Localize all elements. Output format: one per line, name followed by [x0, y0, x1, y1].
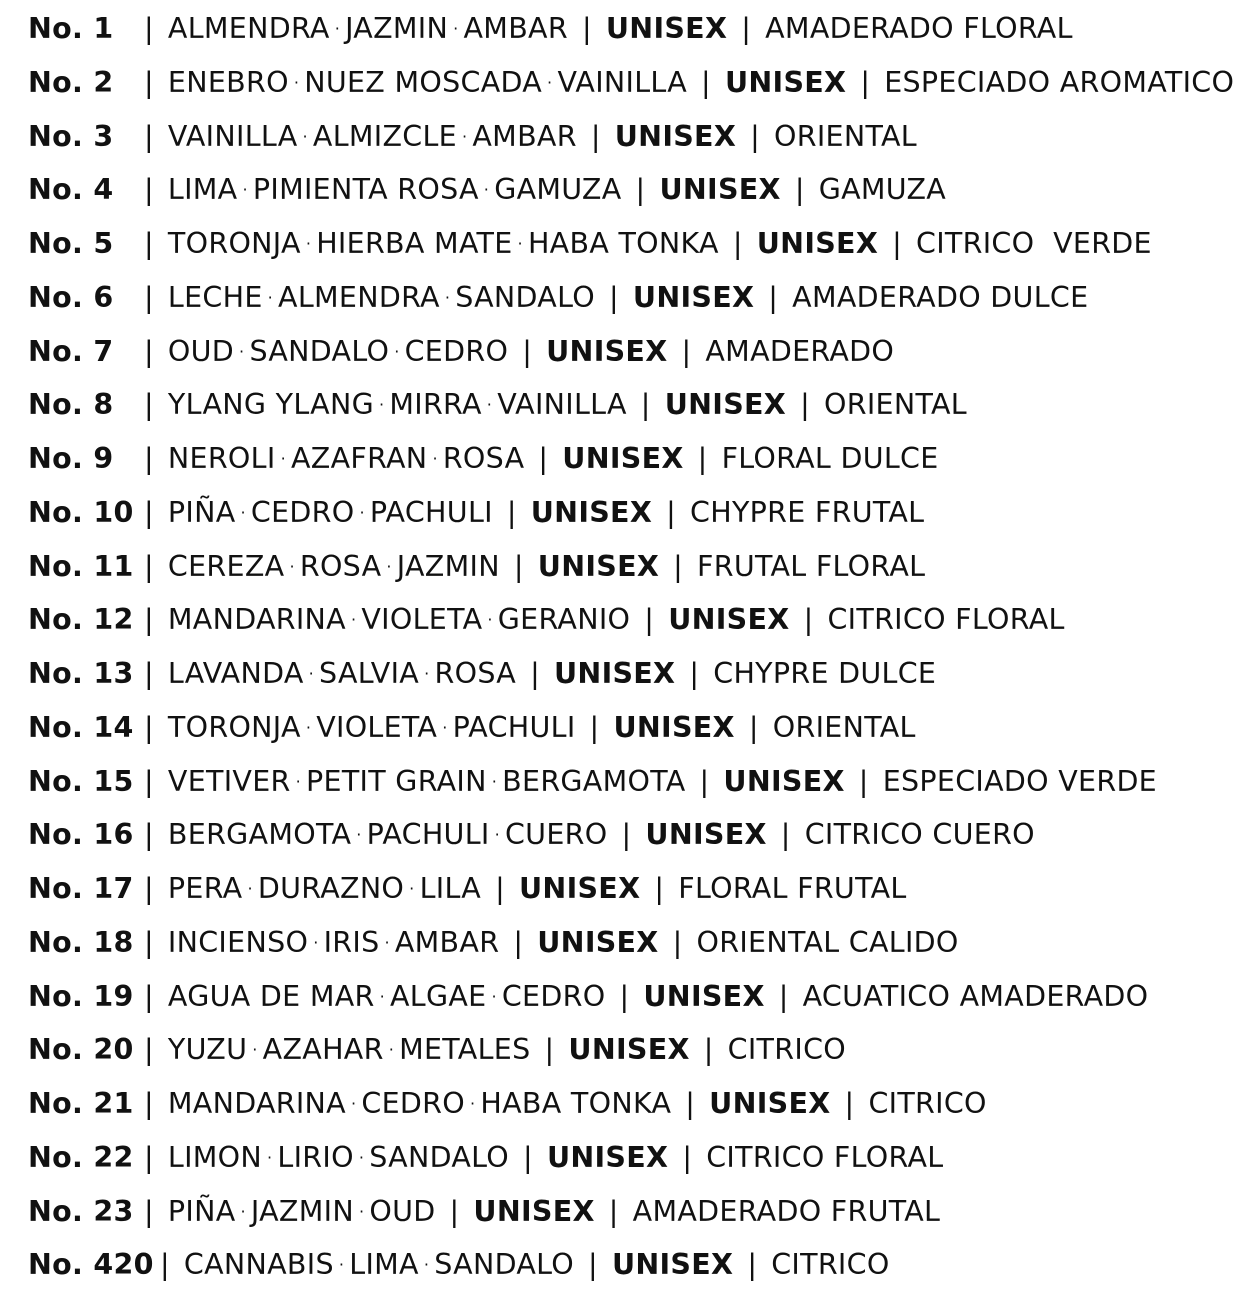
note-separator: ·	[359, 502, 365, 522]
list-item	[28, 970, 1234, 1024]
note: MIRRA	[389, 388, 482, 422]
list-item	[28, 1185, 1234, 1239]
gender-label: UNISEX	[553, 657, 676, 690]
note: HIERBA MATE	[316, 227, 513, 260]
separator: |	[666, 495, 677, 529]
fragrance-family: CITRICO	[727, 1033, 847, 1067]
separator: |	[682, 1140, 693, 1174]
note: CANNABIS	[183, 1248, 334, 1282]
list-item	[28, 808, 1234, 862]
separator: |	[495, 872, 505, 905]
fragrance-family: CITRICO CUERO	[804, 818, 1035, 852]
item-number: No. 20	[28, 1033, 134, 1067]
note-separator: ·	[267, 287, 274, 307]
note-separator: ·	[462, 126, 468, 146]
list-item	[28, 755, 1234, 809]
item-number: No. 15	[28, 764, 134, 798]
separator: |	[778, 979, 789, 1013]
separator: |	[144, 818, 154, 852]
gender-label: UNISEX	[568, 1033, 690, 1067]
note: PERA	[167, 872, 243, 905]
note: CEREZA	[167, 549, 285, 583]
item-number: No. 11	[28, 549, 134, 583]
separator: |	[800, 388, 810, 422]
separator: |	[608, 280, 619, 314]
separator: |	[689, 657, 700, 690]
separator: |	[860, 65, 871, 99]
note: JAZMIN	[396, 549, 500, 583]
note: AMBAR	[472, 119, 577, 153]
fragrance-family: ORIENTAL	[774, 119, 917, 153]
fragrance-family: ESPECIADO AROMATICO	[884, 65, 1235, 99]
separator: |	[144, 119, 154, 153]
note-separator: ·	[491, 986, 497, 1006]
note-separator: ·	[334, 19, 341, 38]
fragrance-family: FLORAL DULCE	[721, 442, 939, 475]
note-separator: ·	[378, 395, 385, 415]
note: VAINILLA	[557, 65, 688, 99]
note: LECHE	[167, 280, 263, 314]
item-number: No. 9	[28, 442, 114, 475]
note-separator: ·	[517, 234, 523, 253]
item-number: No. 23	[28, 1194, 134, 1228]
separator: |	[538, 442, 549, 475]
item-number: No. 21	[28, 1087, 134, 1120]
separator: |	[144, 872, 154, 905]
note-separator: ·	[247, 879, 253, 898]
item-number: No. 4	[28, 173, 114, 207]
separator: |	[144, 495, 154, 529]
separator: |	[608, 1194, 619, 1228]
list-item	[28, 862, 1234, 916]
fragrance-family: FRUTAL FLORAL	[697, 549, 926, 583]
note: HABA TONKA	[527, 227, 719, 260]
separator: |	[794, 173, 805, 207]
separator: |	[741, 12, 752, 45]
list-item	[28, 56, 1234, 110]
separator: |	[144, 710, 154, 744]
item-number: No. 13	[28, 657, 134, 690]
note: SANDALO	[249, 334, 390, 368]
separator: |	[544, 1033, 555, 1067]
separator: |	[144, 764, 154, 798]
separator: |	[685, 1087, 696, 1120]
note-separator: ·	[338, 1255, 345, 1275]
note: GAMUZA	[494, 173, 622, 207]
note-separator: ·	[384, 932, 390, 952]
separator: |	[681, 334, 692, 368]
list-item	[28, 163, 1234, 217]
gender-label: UNISEX	[724, 65, 847, 99]
note: LIMON	[167, 1140, 263, 1174]
separator: |	[588, 1248, 598, 1282]
note: YLANG YLANG	[167, 388, 374, 422]
note-separator: ·	[423, 1255, 430, 1275]
note: AMBAR	[463, 12, 568, 45]
note-separator: ·	[358, 1201, 365, 1221]
note: AZAHAR	[262, 1033, 384, 1067]
separator: |	[701, 65, 711, 99]
separator: |	[513, 549, 524, 583]
separator: |	[635, 173, 646, 207]
note-separator: ·	[358, 1147, 365, 1167]
note: LILA	[419, 872, 482, 905]
note: METALES	[399, 1033, 531, 1067]
note-separator: ·	[491, 771, 498, 791]
note: OUD	[369, 1194, 436, 1228]
gender-label: UNISEX	[632, 280, 755, 314]
fragrance-family: GAMUZA	[818, 173, 947, 207]
fragrance-family: AMADERADO FRUTAL	[632, 1194, 941, 1228]
separator: |	[780, 818, 791, 852]
note: PACHULI	[452, 710, 576, 744]
separator: |	[748, 710, 759, 744]
gender-label: UNISEX	[546, 334, 668, 368]
gender-label: UNISEX	[613, 710, 735, 744]
fragrance-family: CITRICO	[868, 1087, 987, 1120]
note: PACHULI	[366, 818, 490, 852]
item-number: No. 18	[28, 925, 134, 959]
note: MANDARINA	[167, 1087, 346, 1120]
note-separator: ·	[424, 664, 430, 683]
separator: |	[144, 12, 154, 45]
item-number: No. 6	[28, 280, 114, 314]
note-separator: ·	[293, 72, 300, 92]
note: LIRIO	[277, 1140, 354, 1174]
separator: |	[144, 280, 154, 314]
item-number: No. 5	[28, 227, 114, 260]
note-separator: ·	[486, 395, 493, 415]
gender-label: UNISEX	[643, 979, 765, 1013]
note: CEDRO	[361, 1087, 465, 1120]
note-separator: ·	[356, 825, 362, 845]
separator: |	[673, 549, 684, 583]
gender-label: UNISEX	[659, 173, 781, 207]
separator: |	[506, 495, 517, 529]
list-item	[28, 325, 1234, 379]
note-separator: ·	[308, 664, 315, 683]
separator: |	[144, 1194, 154, 1228]
note: VAINILLA	[497, 388, 627, 422]
separator: |	[768, 280, 779, 314]
note-separator: ·	[388, 1040, 395, 1060]
item-number: No. 7	[28, 334, 114, 368]
note: BERGAMOTA	[502, 764, 686, 798]
note: MANDARINA	[167, 603, 346, 637]
note: SANDALO	[369, 1140, 510, 1174]
separator: |	[144, 65, 154, 99]
item-number: No. 1	[28, 12, 114, 45]
note: CEDRO	[404, 334, 509, 368]
note-separator: ·	[240, 1201, 246, 1221]
gender-label: UNISEX	[605, 12, 728, 45]
note-separator: ·	[239, 341, 245, 361]
list-item	[28, 916, 1234, 970]
note-separator: ·	[313, 932, 319, 952]
fragrance-family: ORIENTAL	[823, 388, 967, 422]
separator: |	[144, 1087, 154, 1120]
fragrance-family: AMADERADO DULCE	[792, 280, 1089, 314]
note-separator: ·	[305, 234, 312, 253]
note: LIMA	[167, 173, 238, 207]
separator: |	[672, 925, 683, 959]
gender-label: UNISEX	[537, 549, 660, 583]
separator: |	[144, 442, 154, 475]
gender-label: UNISEX	[518, 872, 641, 905]
note: SALVIA	[319, 657, 420, 690]
note-separator: ·	[453, 19, 459, 38]
note-separator: ·	[386, 556, 392, 576]
list-item	[28, 378, 1234, 432]
note: PACHULI	[369, 495, 493, 529]
note: SANDALO	[455, 280, 595, 314]
separator: |	[644, 603, 655, 637]
note: BERGAMOTA	[167, 818, 352, 852]
note: NUEZ MOSCADA	[304, 65, 543, 99]
list-item	[28, 1238, 1234, 1292]
item-number: No. 3	[28, 119, 114, 153]
note-separator: ·	[379, 986, 385, 1006]
separator: |	[581, 12, 592, 45]
separator: |	[619, 979, 630, 1013]
note: ALMENDRA	[167, 12, 330, 45]
fragrance-family: CHYPRE FRUTAL	[690, 495, 925, 529]
separator: |	[589, 710, 600, 744]
note-separator: ·	[252, 1040, 258, 1060]
fragrance-family: ORIENTAL CALIDO	[696, 925, 959, 959]
note-separator: ·	[240, 502, 246, 522]
fragrance-family: FLORAL FRUTAL	[678, 872, 907, 905]
list-item	[28, 593, 1234, 647]
separator: |	[530, 657, 540, 690]
note: LAVANDA	[167, 657, 304, 690]
fragrance-family: AMADERADO FLORAL	[765, 12, 1073, 45]
note-separator: ·	[295, 771, 302, 791]
note-separator: ·	[289, 556, 295, 576]
separator: |	[590, 119, 601, 153]
separator: |	[892, 227, 903, 260]
gender-label: UNISEX	[614, 119, 737, 153]
separator: |	[144, 173, 154, 207]
list-item	[28, 486, 1234, 540]
separator: |	[144, 549, 154, 583]
list-item	[28, 271, 1234, 325]
note: ALMIZCLE	[312, 119, 457, 153]
fragrance-family: CITRICO	[771, 1248, 890, 1282]
separator: |	[747, 1248, 758, 1282]
fragrance-family: CITRICO FLORAL	[706, 1140, 944, 1174]
note: ROSA	[442, 442, 525, 475]
separator: |	[160, 1248, 170, 1282]
note-separator: ·	[547, 72, 553, 92]
separator: |	[732, 227, 743, 260]
separator: |	[703, 1033, 714, 1067]
note: TORONJA	[167, 227, 301, 260]
fragrance-family: CITRICO FLORAL	[827, 603, 1065, 637]
separator: |	[144, 227, 154, 260]
note: GERANIO	[497, 603, 631, 637]
item-number: No. 12	[28, 603, 134, 637]
gender-label: UNISEX	[709, 1087, 831, 1120]
note: AZAFRAN	[290, 442, 428, 475]
separator: |	[144, 334, 154, 368]
note: CUERO	[504, 818, 608, 852]
note: CEDRO	[501, 979, 606, 1013]
note-separator: ·	[494, 825, 500, 845]
note: JAZMIN	[345, 12, 449, 45]
item-number: No. 10	[28, 495, 134, 529]
note: ROSA	[434, 657, 517, 690]
gender-label: UNISEX	[530, 495, 653, 529]
gender-label: UNISEX	[668, 603, 790, 637]
list-item	[28, 1131, 1234, 1185]
note-separator: ·	[442, 717, 448, 737]
note: AGUA DE MAR	[167, 979, 375, 1013]
list-item	[28, 1077, 1234, 1131]
fragrance-list	[28, 2, 1234, 1292]
note: INCIENSO	[167, 925, 309, 959]
list-item	[28, 2, 1234, 56]
note: HABA TONKA	[480, 1087, 672, 1120]
item-number: No. 2	[28, 65, 114, 99]
list-item	[28, 432, 1234, 486]
note: TORONJA	[167, 710, 301, 744]
note-separator: ·	[305, 717, 312, 737]
item-number: No. 16	[28, 818, 134, 852]
note: VAINILLA	[167, 119, 298, 153]
note-separator: ·	[487, 610, 493, 630]
note: VIOLETA	[316, 710, 438, 744]
note: AMBAR	[394, 925, 500, 959]
note: NEROLI	[167, 442, 276, 475]
separator: |	[144, 388, 154, 422]
gender-label: UNISEX	[473, 1194, 595, 1228]
note: CEDRO	[250, 495, 355, 529]
separator: |	[144, 1140, 154, 1174]
separator: |	[144, 979, 154, 1013]
gender-label: UNISEX	[664, 388, 787, 422]
fragrance-family: ESPECIADO VERDE	[882, 764, 1157, 798]
fragrance-family: ORIENTAL	[772, 710, 916, 744]
note-separator: ·	[302, 126, 308, 146]
item-number: No. 420	[28, 1248, 154, 1282]
note-separator: ·	[350, 1094, 357, 1113]
note: PIÑA	[167, 1194, 236, 1228]
gender-label: UNISEX	[756, 227, 879, 260]
separator: |	[844, 1087, 855, 1120]
separator: |	[697, 442, 708, 475]
note: ALGAE	[390, 979, 487, 1013]
note: SANDALO	[434, 1248, 575, 1282]
note: ALMENDRA	[278, 280, 440, 314]
item-number: No. 19	[28, 979, 134, 1013]
list-item	[28, 540, 1234, 594]
note-separator: ·	[432, 449, 438, 468]
note: PIMIENTA ROSA	[252, 173, 479, 207]
note-separator: ·	[267, 1147, 273, 1167]
fragrance-family: CITRICO VERDE	[916, 227, 1152, 260]
separator: |	[803, 603, 814, 637]
note: LIMA	[349, 1248, 419, 1282]
note-separator: ·	[394, 341, 400, 361]
separator: |	[144, 925, 154, 959]
list-item	[28, 1023, 1234, 1077]
note-separator: ·	[444, 287, 451, 307]
note: JAZMIN	[250, 1194, 354, 1228]
note: PIÑA	[167, 495, 236, 529]
separator: |	[750, 119, 761, 153]
gender-label: UNISEX	[562, 442, 684, 475]
note-separator: ·	[469, 1094, 476, 1113]
separator: |	[522, 334, 533, 368]
separator: |	[144, 657, 154, 690]
gender-label: UNISEX	[645, 818, 767, 852]
gender-label: UNISEX	[723, 764, 845, 798]
separator: |	[858, 764, 869, 798]
separator: |	[699, 764, 710, 798]
note-separator: ·	[483, 180, 490, 200]
fragrance-family: ACUATICO AMADERADO	[802, 979, 1149, 1013]
list-item	[28, 110, 1234, 164]
note: IRIS	[323, 925, 380, 959]
note: PETIT GRAIN	[306, 764, 487, 798]
separator: |	[513, 925, 524, 959]
gender-label: UNISEX	[537, 925, 659, 959]
note: VETIVER	[167, 764, 291, 798]
item-number: No. 8	[28, 388, 114, 422]
separator: |	[523, 1140, 533, 1174]
separator: |	[449, 1194, 460, 1228]
list-item	[28, 701, 1234, 755]
note: DURAZNO	[257, 872, 405, 905]
separator: |	[144, 603, 154, 637]
note: YUZU	[167, 1033, 248, 1067]
item-number: No. 17	[28, 872, 134, 905]
note: VIOLETA	[361, 603, 483, 637]
separator: |	[144, 1033, 154, 1067]
fragrance-family: AMADERADO	[705, 334, 895, 368]
list-item	[28, 647, 1234, 701]
separator: |	[640, 388, 651, 422]
separator: |	[621, 818, 632, 852]
gender-label: UNISEX	[546, 1140, 669, 1174]
item-number: No. 22	[28, 1140, 134, 1174]
gender-label: UNISEX	[611, 1248, 734, 1282]
note: ROSA	[299, 549, 382, 583]
fragrance-family: CHYPRE DULCE	[713, 657, 937, 690]
note-separator: ·	[242, 180, 248, 200]
note: ENEBRO	[167, 65, 289, 99]
note-separator: ·	[409, 879, 415, 898]
item-number: No. 14	[28, 710, 134, 744]
note-separator: ·	[280, 449, 286, 468]
note: OUD	[167, 334, 235, 368]
list-item	[28, 217, 1234, 271]
note-separator: ·	[350, 610, 357, 630]
separator: |	[654, 872, 665, 905]
